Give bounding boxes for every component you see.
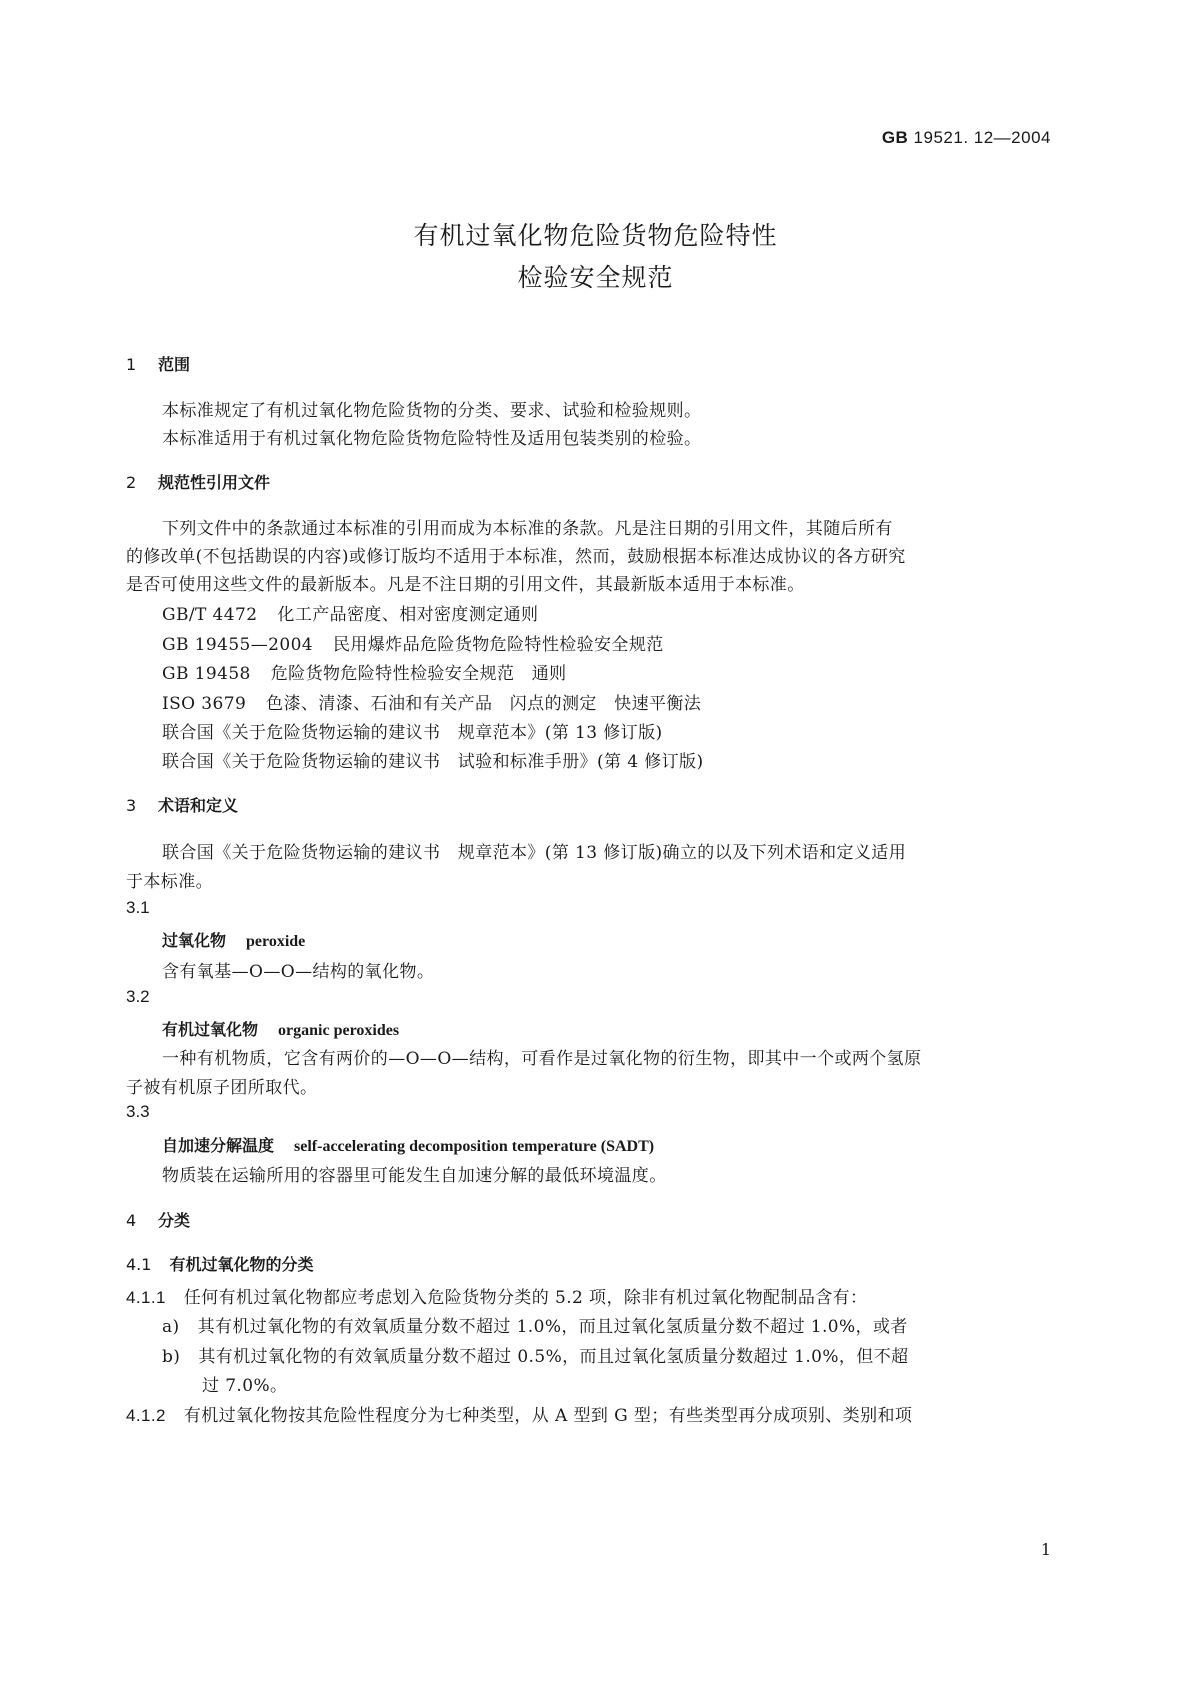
term-zh: 过氧化物 [162, 931, 227, 950]
term-definition: 含有氧基—O—O—结构的氧化物。 [162, 962, 435, 982]
document-title-line2: 检验安全规范 [517, 263, 674, 292]
reference-code: GB 19455—2004 [162, 635, 314, 655]
clause-text: 任何有机过氧化物都应考虑划入危险货物分类的 5.2 项，除非有机过氧化物配制品含有： [183, 1288, 868, 1308]
list-label: b) [162, 1347, 181, 1367]
standard-code [882, 128, 1051, 148]
term-heading [162, 1133, 654, 1156]
section-2-heading [126, 470, 270, 493]
term-number: 3.2 [126, 987, 150, 1006]
section-4-number: 4 [126, 1211, 137, 1230]
term-heading [162, 1017, 399, 1040]
term-definition-line-2: 子被有机原子团所取代。 [126, 1078, 318, 1098]
reference-title: 危险货物危险特性检验安全规范 通则 [270, 664, 567, 684]
section-2-number: 2 [126, 473, 137, 492]
term-en: peroxide [246, 933, 306, 950]
section-4-title: 分类 [158, 1211, 191, 1230]
clause-4-1-2 [126, 1401, 912, 1426]
section-2-title: 规范性引用文件 [158, 473, 271, 492]
clause-number: 4.1.2 [126, 1406, 166, 1425]
section-4-heading [126, 1208, 190, 1231]
subsection-4-1-heading [126, 1252, 313, 1275]
reference-item [162, 630, 664, 655]
reference-item [162, 747, 704, 772]
subsection-title: 有机过氧化物的分类 [169, 1255, 314, 1274]
list-label: a) [162, 1317, 180, 1337]
term-number: 3.1 [126, 898, 150, 917]
list-text: 其有机过氧化物的有效氧质量分数不超过 1.0%，而且过氧化氢质量分数不超过 1.0%，或者 [197, 1317, 908, 1337]
reference-title: 色漆、清漆、石油和有关产品 闪点的测定 快速平衡法 [266, 694, 702, 714]
term-zh: 自加速分解温度 [162, 1136, 275, 1155]
section-2-intro-line-2: 的修改单(不包括勘误的内容)或修订版均不适用于本标准，然而，鼓励根据本标准达成协议的各方研究 [126, 547, 906, 567]
term-zh: 有机过氧化物 [162, 1020, 259, 1039]
section-3-intro-line-1: 联合国《关于危险货物运输的建议书 规章范本》(第 13 修订版)确立的以及下列术语和定义适用 [162, 843, 907, 863]
clause-number: 4.1.1 [126, 1288, 166, 1307]
reference-title: 化工产品密度、相对密度测定通则 [277, 605, 539, 625]
reference-title: 联合国《关于危险货物运输的建议书 试验和标准手册》(第 4 修订版) [162, 752, 704, 772]
subsection-number: 4.1 [126, 1255, 152, 1274]
reference-code: ISO 3679 [162, 694, 247, 714]
section-1-heading [126, 352, 190, 375]
clause-4-1-1 [126, 1283, 867, 1308]
section-2-intro-line-3: 是否可使用这些文件的最新版本。凡是不注日期的引用文件，其最新版本适用于本标准。 [126, 575, 805, 595]
reference-item [162, 600, 538, 625]
document-title-line1: 有机过氧化物危险货物危险特性 [413, 221, 778, 250]
reference-item [162, 718, 663, 743]
section-1-paragraph-1: 本标准规定了有机过氧化物危险货物的分类、要求、试验和检验规则。 [162, 401, 702, 421]
reference-item [162, 659, 567, 684]
reference-title: 联合国《关于危险货物运输的建议书 规章范本》(第 13 修订版) [162, 723, 663, 743]
standard-prefix: GB [881, 128, 909, 147]
reference-title: 民用爆炸品危险货物危险特性检验安全规范 [333, 635, 664, 655]
term-definition-line-1: 一种有机物质，它含有两价的—O—O—结构，可看作是过氧化物的衍生物，即其中一个或两个氢原 [162, 1049, 922, 1069]
clause-text: 有机过氧化物按其危险性程度分为七种类型，从 A 型到 G 型；有些类型再分成项别、类别和项 [183, 1406, 913, 1426]
section-1-title: 范围 [158, 355, 191, 374]
section-3-number: 3 [126, 796, 137, 815]
reference-item [162, 689, 701, 714]
page-number: 1 [1040, 1540, 1051, 1559]
section-2-intro-line-1: 下列文件中的条款通过本标准的引用而成为本标准的条款。凡是注日期的引用文件，其随后所有 [162, 519, 893, 539]
term-en: organic peroxides [278, 1022, 400, 1039]
section-1-paragraph-2: 本标准适用于有机过氧化物危险货物危险特性及适用包装类别的检验。 [162, 429, 702, 449]
list-item-b-continued: 过 7.0%。 [202, 1376, 288, 1396]
term-number: 3.3 [126, 1102, 150, 1121]
list-item-b [162, 1342, 909, 1367]
section-3-intro-line-2: 于本标准。 [126, 872, 213, 892]
standard-number: 19521. 12—2004 [913, 128, 1051, 147]
section-3-title: 术语和定义 [158, 796, 239, 815]
reference-code: GB 19458 [162, 664, 251, 684]
list-text: 其有机过氧化物的有效氧质量分数不超过 0.5%，而且过氧化氢质量分数超过 1.0%，但不超 [198, 1347, 909, 1367]
term-definition: 物质装在运输所用的容器里可能发生自加速分解的最低环境温度。 [162, 1166, 667, 1186]
list-item-a [162, 1312, 908, 1337]
section-1-number: 1 [126, 355, 137, 374]
term-en: self-accelerating decomposition temperature (SADT) [294, 1138, 655, 1155]
section-3-heading [126, 793, 238, 816]
reference-code: GB/T 4472 [162, 605, 258, 625]
term-heading [162, 928, 305, 951]
